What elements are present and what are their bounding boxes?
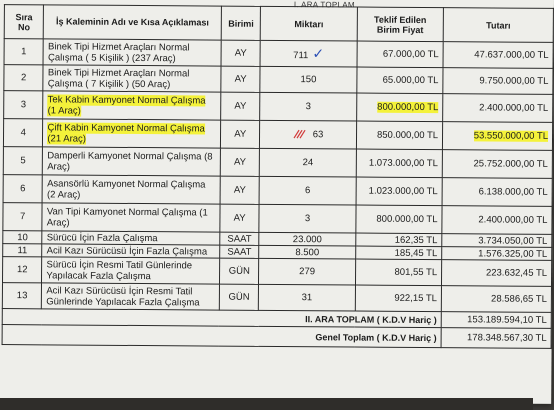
row-qty: 6 <box>259 176 355 205</box>
header-price: Teklif Edilen Birim Fiyat <box>357 7 444 42</box>
row-unit: AY <box>220 176 260 204</box>
row-qty: 24 <box>260 148 356 177</box>
row-price: 65.000,00 TL <box>357 67 444 94</box>
row-price: 1.073.000,00 TL <box>356 149 443 178</box>
header-row <box>4 5 553 43</box>
row-price: 67.000,00 TL <box>357 41 444 68</box>
subtotal-label: II. ARA TOPLAM ( K.D.V Hariç ) <box>2 309 441 328</box>
row-no: 11 <box>3 244 42 257</box>
row-total: 47.637.000,00 TL <box>443 42 553 69</box>
row-qty: 63 <box>312 129 324 141</box>
background-surface <box>0 398 533 410</box>
row-total: 53.550.000,00 TL <box>473 130 549 142</box>
row-unit: AY <box>220 120 260 148</box>
scribble-mark-icon <box>293 130 309 140</box>
row-total: 6.138.000,00 TL <box>442 178 552 207</box>
row-unit: GÜN <box>219 284 259 310</box>
row-no: 5 <box>3 147 43 175</box>
row-price: 850.000,00 TL <box>356 121 443 150</box>
row-no: 7 <box>3 203 43 231</box>
row-no: 10 <box>3 231 42 244</box>
row-desc: Binek Tipi Hizmet Araçları Normal Çalışma ( 7 Kişilik ) (50 Araç) <box>43 65 221 92</box>
row-desc: Van Tipi Kamyonet Normal Çalışma (1 Araç) <box>42 203 220 232</box>
header-unit: Birimi <box>221 6 261 40</box>
row-qty: 8.500 <box>259 245 355 259</box>
row-desc: Asansörlü Kamyonet Normal Çalışma (2 Araç) <box>42 175 220 204</box>
row-no: 2 <box>4 65 44 91</box>
row-no: 3 <box>4 91 44 119</box>
row-desc: Tek Kabin Kamyonet Normal Çalışma (1 Araç) <box>47 93 206 117</box>
subtotal-value: 153.189.594,10 TL <box>441 312 551 329</box>
row-price: 922,15 TL <box>355 285 442 312</box>
row-total: 3.734.050,00 TL <box>442 234 552 248</box>
row-qty: 23.000 <box>259 232 355 246</box>
row-total: 2.400.000,00 TL <box>443 94 553 123</box>
table-row <box>4 91 553 123</box>
row-price: 162,35 TL <box>355 233 441 247</box>
table-row <box>4 39 553 69</box>
row-total: 223.632,45 TL <box>442 260 552 287</box>
row-desc: Acil Kazı Sürücüsü İçin Fazla Çalışma <box>42 244 220 258</box>
row-unit: AY <box>221 66 261 92</box>
row-qty: 150 <box>260 66 356 93</box>
row-total: 1.576.325,00 TL <box>442 247 552 261</box>
row-no: 13 <box>2 283 42 309</box>
row-desc-cell <box>43 119 221 148</box>
row-no: 1 <box>4 39 44 65</box>
bid-table <box>2 4 554 349</box>
table-row <box>3 175 552 207</box>
header-desc: İş Kaleminin Adı ve Kısa Açıklaması <box>44 5 222 40</box>
row-unit: SAAT <box>220 245 259 258</box>
table-row <box>3 119 552 151</box>
grand-total-label: Genel Toplam ( K.D.V Hariç ) <box>2 325 441 348</box>
row-unit: GÜN <box>219 258 259 284</box>
row-desc: Sürücü İçin Fazla Çalışma <box>42 231 220 245</box>
row-unit: AY <box>220 148 260 176</box>
row-no: 12 <box>2 257 42 283</box>
row-price: 185,45 TL <box>355 246 441 260</box>
row-qty: 279 <box>259 258 355 285</box>
row-desc: Çift Kabin Kamyonet Normal Çalışma (21 Araç) <box>47 121 205 145</box>
row-price: 800.000,00 TL <box>377 101 439 114</box>
table-row <box>2 283 551 313</box>
row-total: 2.400.000,00 TL <box>442 206 552 235</box>
row-price-cell <box>356 93 443 122</box>
row-qty-cell <box>260 120 356 149</box>
grand-total-value: 178.348.567,30 TL <box>441 328 551 349</box>
table-row <box>3 203 552 235</box>
row-desc: Acil Kazı Sürücüsü İçin Resmi Tatil Günlerinde Yapılacak Fazla Çalışma <box>42 283 220 310</box>
table-row <box>4 65 553 95</box>
row-price: 1.023.000,00 TL <box>356 177 443 206</box>
header-total: Tutarı <box>443 8 553 43</box>
header-qty: Miktarı <box>261 6 358 41</box>
row-price: 801,55 TL <box>355 259 442 286</box>
grand-total-row <box>2 325 551 349</box>
row-qty: 3 <box>259 204 355 233</box>
checkmark-icon: ✓ <box>312 45 325 62</box>
row-unit: AY <box>221 92 261 120</box>
table-row <box>3 147 552 179</box>
row-qty: 711 <box>293 50 309 62</box>
row-no: 4 <box>3 119 43 147</box>
row-qty: 3 <box>260 92 356 121</box>
row-desc: Damperli Kamyonet Normal Çalışma (8 Araç) <box>43 147 221 176</box>
header-no: Sıra No <box>4 5 44 39</box>
section-title: I. ARA TOPLAM <box>293 0 355 10</box>
row-qty-cell <box>260 40 356 67</box>
row-desc-cell <box>43 91 221 120</box>
row-unit: AY <box>220 204 260 232</box>
row-total: 9.750.000,00 TL <box>443 68 553 95</box>
table-row <box>2 257 551 287</box>
row-unit: AY <box>221 40 261 66</box>
row-desc: Binek Tipi Hizmet Araçları Normal Çalışma ( 5 Kişilik ) (237 Araç) <box>43 39 221 66</box>
row-no: 6 <box>3 175 43 203</box>
row-total: 28.586,65 TL <box>441 286 551 313</box>
row-desc: Sürücü İçin Resmi Tatil Günlerinde Yapılacak Fazla Çalışma <box>42 257 220 284</box>
row-total-cell <box>443 122 553 151</box>
row-total: 25.752.000,00 TL <box>442 150 552 179</box>
row-price: 800.000,00 TL <box>356 205 443 234</box>
row-unit: SAAT <box>220 232 259 245</box>
row-qty: 31 <box>259 284 355 311</box>
